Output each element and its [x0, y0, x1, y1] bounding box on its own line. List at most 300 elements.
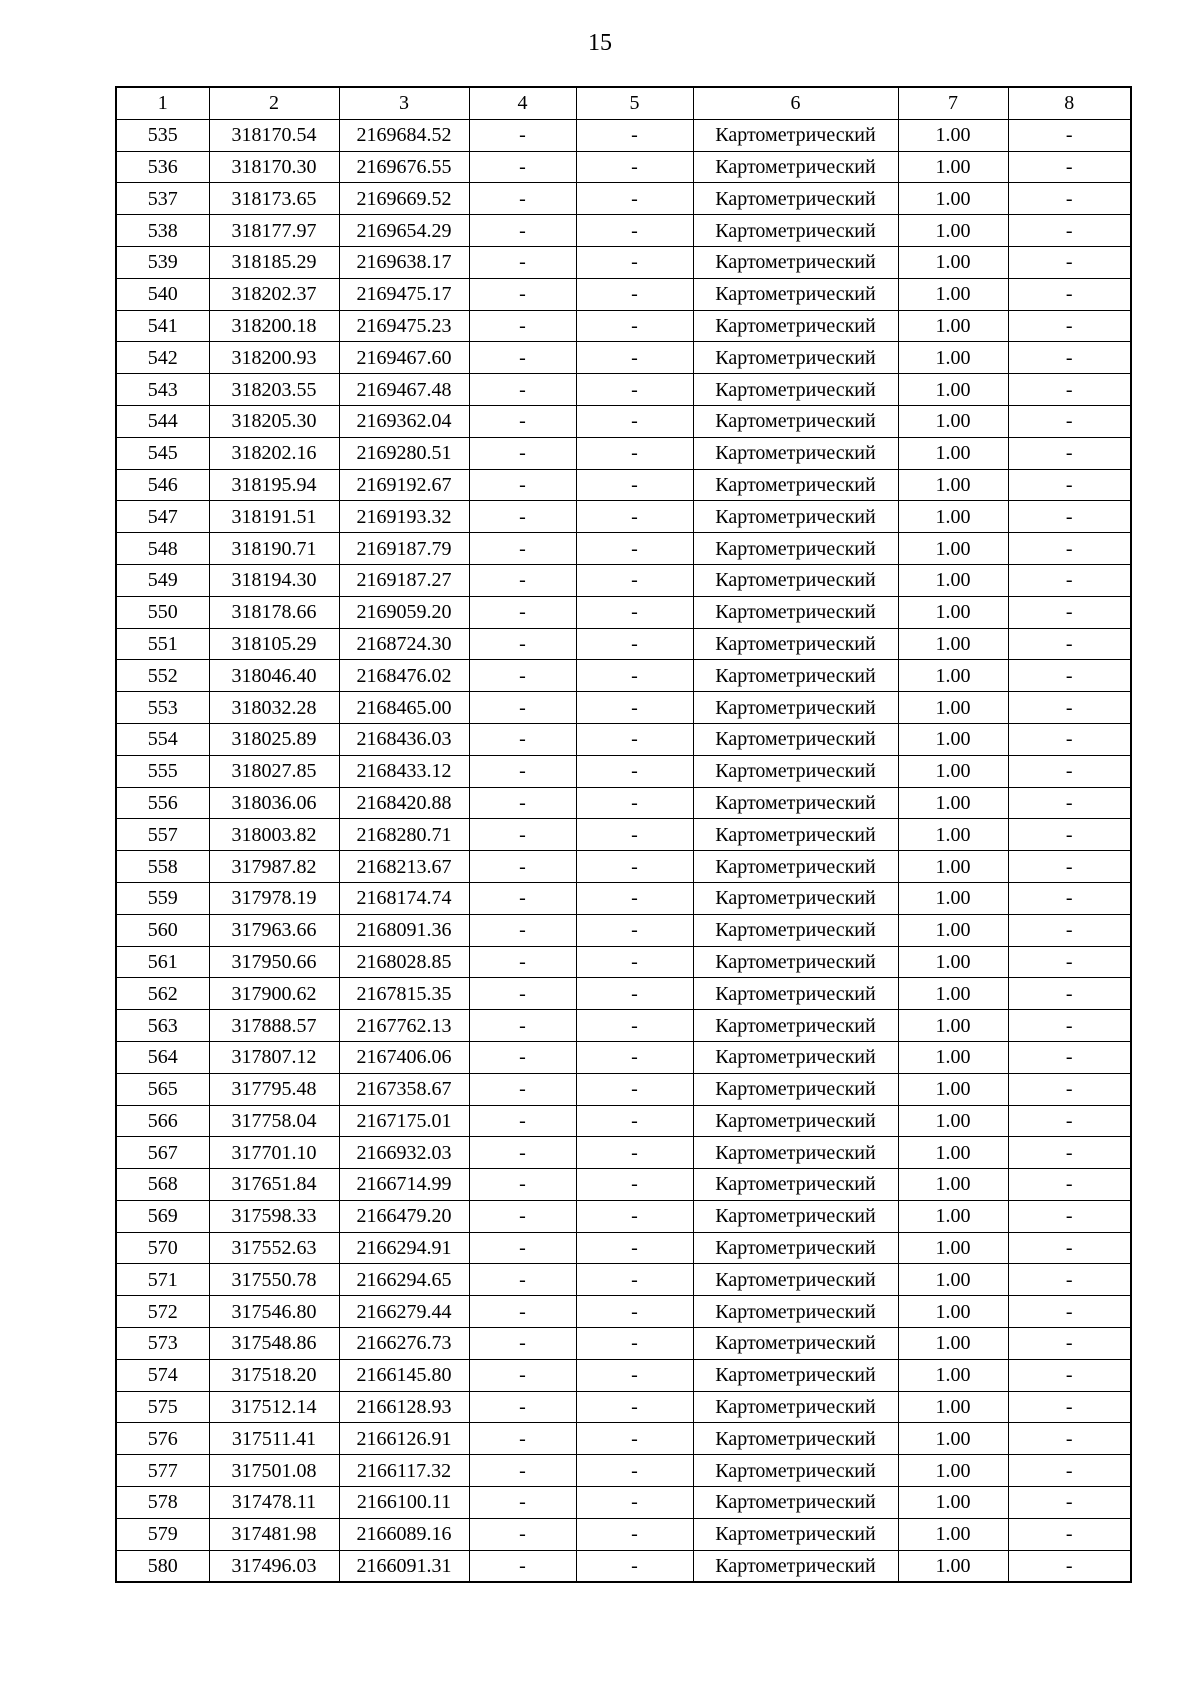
table-cell-col-5: - — [576, 1105, 693, 1137]
table-cell-col-3: 2169193.32 — [339, 501, 469, 533]
table-cell-col-8: - — [1008, 278, 1131, 310]
table-cell-col-1: 545 — [116, 437, 209, 469]
table-cell-col-7: 1.00 — [898, 246, 1008, 278]
table-cell-col-5: - — [576, 119, 693, 151]
table-cell-col-3: 2166145.80 — [339, 1359, 469, 1391]
table-cell-col-6: Картометрический — [693, 1296, 898, 1328]
table-cell-col-5: - — [576, 660, 693, 692]
table-cell-col-4: - — [469, 1010, 576, 1042]
table-cell-col-1: 572 — [116, 1296, 209, 1328]
table-cell-col-5: - — [576, 183, 693, 215]
table-cell-col-3: 2167815.35 — [339, 978, 469, 1010]
table-cell-col-1: 570 — [116, 1232, 209, 1264]
table-cell-col-6: Картометрический — [693, 628, 898, 660]
table-cell-col-2: 317546.80 — [209, 1296, 339, 1328]
table-cell-col-3: 2166091.31 — [339, 1550, 469, 1582]
table-cell-col-1: 543 — [116, 374, 209, 406]
table-cell-col-1: 546 — [116, 469, 209, 501]
table-cell-col-7: 1.00 — [898, 1550, 1008, 1582]
table-row — [116, 501, 1131, 533]
table-cell-col-4: - — [469, 1487, 576, 1519]
table-cell-col-4: - — [469, 819, 576, 851]
table-cell-col-6: Картометрический — [693, 1073, 898, 1105]
table-cell-col-5: - — [576, 882, 693, 914]
table-cell-col-5: - — [576, 1200, 693, 1232]
table-cell-col-8: - — [1008, 469, 1131, 501]
table-cell-col-7: 1.00 — [898, 119, 1008, 151]
table-cell-col-6: Картометрический — [693, 882, 898, 914]
table-cell-col-2: 317550.78 — [209, 1264, 339, 1296]
table-row — [116, 1550, 1131, 1582]
table-cell-col-8: - — [1008, 437, 1131, 469]
table-cell-col-6: Картометрический — [693, 405, 898, 437]
table-cell-col-4: - — [469, 342, 576, 374]
table-cell-col-2: 318036.06 — [209, 787, 339, 819]
table-cell-col-8: - — [1008, 787, 1131, 819]
table-cell-col-7: 1.00 — [898, 469, 1008, 501]
table-cell-col-1: 568 — [116, 1169, 209, 1201]
table-row — [116, 1391, 1131, 1423]
table-cell-col-5: - — [576, 437, 693, 469]
table-cell-col-6: Картометрический — [693, 660, 898, 692]
table-cell-col-4: - — [469, 1264, 576, 1296]
table-cell-col-8: - — [1008, 342, 1131, 374]
table-cell-col-7: 1.00 — [898, 946, 1008, 978]
header-row — [116, 87, 1131, 119]
table-cell-col-8: - — [1008, 533, 1131, 565]
table-cell-col-5: - — [576, 310, 693, 342]
table-cell-col-3: 2169192.67 — [339, 469, 469, 501]
table-cell-col-1: 564 — [116, 1041, 209, 1073]
table-cell-col-5: - — [576, 1137, 693, 1169]
header-cell-7: 7 — [898, 87, 1008, 119]
table-cell-col-7: 1.00 — [898, 692, 1008, 724]
table-cell-col-3: 2168028.85 — [339, 946, 469, 978]
table-row — [116, 692, 1131, 724]
table-cell-col-5: - — [576, 914, 693, 946]
table-cell-col-2: 317512.14 — [209, 1391, 339, 1423]
table-row — [116, 469, 1131, 501]
table-cell-col-2: 318027.85 — [209, 755, 339, 787]
table-cell-col-3: 2168091.36 — [339, 914, 469, 946]
table-row — [116, 119, 1131, 151]
table-cell-col-7: 1.00 — [898, 501, 1008, 533]
table-cell-col-4: - — [469, 151, 576, 183]
table-cell-col-5: - — [576, 755, 693, 787]
table-cell-col-2: 318032.28 — [209, 692, 339, 724]
table-cell-col-7: 1.00 — [898, 1041, 1008, 1073]
table-cell-col-7: 1.00 — [898, 405, 1008, 437]
table-cell-col-5: - — [576, 1359, 693, 1391]
table-cell-col-1: 539 — [116, 246, 209, 278]
table-cell-col-4: - — [469, 501, 576, 533]
table-cell-col-3: 2166128.93 — [339, 1391, 469, 1423]
table-cell-col-2: 318195.94 — [209, 469, 339, 501]
table-cell-col-4: - — [469, 310, 576, 342]
table-cell-col-6: Картометрический — [693, 183, 898, 215]
table-cell-col-4: - — [469, 1423, 576, 1455]
table-cell-col-5: - — [576, 787, 693, 819]
table-cell-col-4: - — [469, 723, 576, 755]
table-cell-col-2: 318170.54 — [209, 119, 339, 151]
table-cell-col-3: 2166117.32 — [339, 1455, 469, 1487]
table-cell-col-4: - — [469, 183, 576, 215]
table-row — [116, 310, 1131, 342]
table-cell-col-2: 318200.18 — [209, 310, 339, 342]
table-row — [116, 1169, 1131, 1201]
table-row — [116, 787, 1131, 819]
table-cell-col-1: 561 — [116, 946, 209, 978]
table-cell-col-7: 1.00 — [898, 533, 1008, 565]
table-cell-col-3: 2169669.52 — [339, 183, 469, 215]
table-cell-col-6: Картометрический — [693, 1455, 898, 1487]
table-body — [116, 119, 1131, 1582]
table-cell-col-6: Картометрический — [693, 342, 898, 374]
table-cell-col-1: 553 — [116, 692, 209, 724]
table-cell-col-7: 1.00 — [898, 278, 1008, 310]
header-cell-4: 4 — [469, 87, 576, 119]
table-cell-col-8: - — [1008, 596, 1131, 628]
table-cell-col-5: - — [576, 278, 693, 310]
table-cell-col-3: 2166479.20 — [339, 1200, 469, 1232]
table-cell-col-7: 1.00 — [898, 1264, 1008, 1296]
table-cell-col-8: - — [1008, 946, 1131, 978]
table-cell-col-5: - — [576, 1550, 693, 1582]
table-cell-col-8: - — [1008, 914, 1131, 946]
table-cell-col-4: - — [469, 596, 576, 628]
table-row — [116, 596, 1131, 628]
table-row — [116, 1455, 1131, 1487]
table-cell-col-4: - — [469, 1073, 576, 1105]
table-cell-col-5: - — [576, 1423, 693, 1455]
table-cell-col-1: 571 — [116, 1264, 209, 1296]
table-row — [116, 246, 1131, 278]
table-cell-col-8: - — [1008, 755, 1131, 787]
table-cell-col-7: 1.00 — [898, 183, 1008, 215]
table-cell-col-1: 540 — [116, 278, 209, 310]
table-cell-col-8: - — [1008, 119, 1131, 151]
table-cell-col-5: - — [576, 596, 693, 628]
table-cell-col-5: - — [576, 501, 693, 533]
table-cell-col-8: - — [1008, 1041, 1131, 1073]
table-cell-col-3: 2168476.02 — [339, 660, 469, 692]
table-cell-col-8: - — [1008, 1264, 1131, 1296]
table-cell-col-8: - — [1008, 183, 1131, 215]
table-cell-col-5: - — [576, 1328, 693, 1360]
table-cell-col-1: 567 — [116, 1137, 209, 1169]
table-cell-col-2: 318205.30 — [209, 405, 339, 437]
table-cell-col-3: 2169467.60 — [339, 342, 469, 374]
table-cell-col-8: - — [1008, 819, 1131, 851]
table-cell-col-5: - — [576, 1296, 693, 1328]
table-cell-col-4: - — [469, 978, 576, 1010]
table-cell-col-1: 552 — [116, 660, 209, 692]
table-cell-col-4: - — [469, 1359, 576, 1391]
table-row — [116, 660, 1131, 692]
table-cell-col-1: 537 — [116, 183, 209, 215]
table-cell-col-7: 1.00 — [898, 723, 1008, 755]
table-cell-col-2: 317518.20 — [209, 1359, 339, 1391]
table-cell-col-6: Картометрический — [693, 1487, 898, 1519]
table-cell-col-7: 1.00 — [898, 914, 1008, 946]
header-cell-6: 6 — [693, 87, 898, 119]
table-cell-col-7: 1.00 — [898, 1423, 1008, 1455]
table-cell-col-7: 1.00 — [898, 1200, 1008, 1232]
table-cell-col-4: - — [469, 1200, 576, 1232]
table-cell-col-1: 579 — [116, 1518, 209, 1550]
table-cell-col-2: 317598.33 — [209, 1200, 339, 1232]
table-cell-col-8: - — [1008, 151, 1131, 183]
table-cell-col-5: - — [576, 692, 693, 724]
table-cell-col-6: Картометрический — [693, 914, 898, 946]
table-cell-col-1: 547 — [116, 501, 209, 533]
table-cell-col-1: 544 — [116, 405, 209, 437]
table-cell-col-4: - — [469, 1328, 576, 1360]
table-cell-col-1: 560 — [116, 914, 209, 946]
table-row — [116, 1328, 1131, 1360]
table-cell-col-7: 1.00 — [898, 1169, 1008, 1201]
table-cell-col-6: Картометрический — [693, 1391, 898, 1423]
table-cell-col-2: 317978.19 — [209, 882, 339, 914]
table-cell-col-2: 317552.63 — [209, 1232, 339, 1264]
table-cell-col-3: 2168174.74 — [339, 882, 469, 914]
table-cell-col-2: 317900.62 — [209, 978, 339, 1010]
table-cell-col-6: Картометрический — [693, 1010, 898, 1042]
table-cell-col-6: Картометрический — [693, 755, 898, 787]
table-cell-col-1: 576 — [116, 1423, 209, 1455]
table-cell-col-5: - — [576, 723, 693, 755]
table-cell-col-6: Картометрический — [693, 851, 898, 883]
table-cell-col-7: 1.00 — [898, 1010, 1008, 1042]
table-cell-col-5: - — [576, 1455, 693, 1487]
table-cell-col-6: Картометрический — [693, 1137, 898, 1169]
table-cell-col-6: Картометрический — [693, 1550, 898, 1582]
table-cell-col-6: Картометрический — [693, 1232, 898, 1264]
table-cell-col-6: Картометрический — [693, 564, 898, 596]
table-cell-col-5: - — [576, 819, 693, 851]
table-cell-col-2: 318003.82 — [209, 819, 339, 851]
table-cell-col-2: 317963.66 — [209, 914, 339, 946]
table-cell-col-4: - — [469, 851, 576, 883]
table-cell-col-8: - — [1008, 374, 1131, 406]
table-cell-col-2: 317807.12 — [209, 1041, 339, 1073]
table-cell-col-7: 1.00 — [898, 819, 1008, 851]
table-cell-col-3: 2167358.67 — [339, 1073, 469, 1105]
table-cell-col-4: - — [469, 1041, 576, 1073]
table-cell-col-8: - — [1008, 215, 1131, 247]
table-cell-col-7: 1.00 — [898, 660, 1008, 692]
table-cell-col-5: - — [576, 405, 693, 437]
table-cell-col-3: 2166932.03 — [339, 1137, 469, 1169]
table-cell-col-1: 551 — [116, 628, 209, 660]
table-cell-col-4: - — [469, 1518, 576, 1550]
table-cell-col-1: 577 — [116, 1455, 209, 1487]
table-cell-col-7: 1.00 — [898, 437, 1008, 469]
table-cell-col-4: - — [469, 660, 576, 692]
table-cell-col-6: Картометрический — [693, 723, 898, 755]
table-cell-col-1: 554 — [116, 723, 209, 755]
table-cell-col-7: 1.00 — [898, 374, 1008, 406]
table-cell-col-3: 2168724.30 — [339, 628, 469, 660]
table-cell-col-4: - — [469, 755, 576, 787]
table-cell-col-1: 565 — [116, 1073, 209, 1105]
table-cell-col-7: 1.00 — [898, 215, 1008, 247]
table-header — [116, 87, 1131, 119]
header-cell-2: 2 — [209, 87, 339, 119]
table-row — [116, 342, 1131, 374]
table-cell-col-4: - — [469, 1105, 576, 1137]
table-cell-col-7: 1.00 — [898, 564, 1008, 596]
table-cell-col-2: 317511.41 — [209, 1423, 339, 1455]
table-row — [116, 533, 1131, 565]
table-cell-col-8: - — [1008, 405, 1131, 437]
table-cell-col-8: - — [1008, 310, 1131, 342]
table-cell-col-7: 1.00 — [898, 1296, 1008, 1328]
table-row — [116, 1264, 1131, 1296]
table-cell-col-4: - — [469, 1232, 576, 1264]
table-row — [116, 978, 1131, 1010]
table-cell-col-4: - — [469, 946, 576, 978]
table-cell-col-8: - — [1008, 978, 1131, 1010]
table-cell-col-8: - — [1008, 1200, 1131, 1232]
table-cell-col-7: 1.00 — [898, 851, 1008, 883]
table-cell-col-6: Картометрический — [693, 215, 898, 247]
table-row — [116, 914, 1131, 946]
table-cell-col-3: 2166100.11 — [339, 1487, 469, 1519]
table-cell-col-8: - — [1008, 1391, 1131, 1423]
table-cell-col-8: - — [1008, 628, 1131, 660]
table-cell-col-7: 1.00 — [898, 1391, 1008, 1423]
table-cell-col-6: Картометрический — [693, 374, 898, 406]
table-cell-col-1: 538 — [116, 215, 209, 247]
table-cell-col-2: 317758.04 — [209, 1105, 339, 1137]
table-cell-col-8: - — [1008, 1550, 1131, 1582]
table-row — [116, 1423, 1131, 1455]
table-row — [116, 1200, 1131, 1232]
table-row — [116, 1359, 1131, 1391]
table-cell-col-5: - — [576, 1073, 693, 1105]
table-cell-col-8: - — [1008, 1487, 1131, 1519]
table-row — [116, 1137, 1131, 1169]
table-cell-col-3: 2169187.79 — [339, 533, 469, 565]
table-cell-col-2: 318173.65 — [209, 183, 339, 215]
table-cell-col-5: - — [576, 374, 693, 406]
table-cell-col-2: 318203.55 — [209, 374, 339, 406]
table-row — [116, 1105, 1131, 1137]
table-cell-col-2: 318025.89 — [209, 723, 339, 755]
table-cell-col-4: - — [469, 1455, 576, 1487]
table-cell-col-5: - — [576, 246, 693, 278]
header-cell-5: 5 — [576, 87, 693, 119]
table-row — [116, 882, 1131, 914]
table-cell-col-7: 1.00 — [898, 1359, 1008, 1391]
table-cell-col-3: 2167406.06 — [339, 1041, 469, 1073]
table-cell-col-8: - — [1008, 1359, 1131, 1391]
table-cell-col-1: 556 — [116, 787, 209, 819]
table-cell-col-8: - — [1008, 1137, 1131, 1169]
table-row — [116, 1041, 1131, 1073]
table-row — [116, 1296, 1131, 1328]
table-row — [116, 437, 1131, 469]
table-cell-col-6: Картометрический — [693, 1423, 898, 1455]
table-cell-col-4: - — [469, 119, 576, 151]
table-cell-col-3: 2166714.99 — [339, 1169, 469, 1201]
table-cell-col-3: 2168280.71 — [339, 819, 469, 851]
table-cell-col-5: - — [576, 1010, 693, 1042]
table-cell-col-1: 575 — [116, 1391, 209, 1423]
table-cell-col-2: 317795.48 — [209, 1073, 339, 1105]
table-cell-col-4: - — [469, 533, 576, 565]
table-cell-col-8: - — [1008, 1423, 1131, 1455]
table-cell-col-7: 1.00 — [898, 1518, 1008, 1550]
table-cell-col-3: 2168420.88 — [339, 787, 469, 819]
table-cell-col-7: 1.00 — [898, 1073, 1008, 1105]
table-cell-col-6: Картометрический — [693, 819, 898, 851]
table-cell-col-2: 318200.93 — [209, 342, 339, 374]
table-cell-col-1: 580 — [116, 1550, 209, 1582]
table-cell-col-3: 2168433.12 — [339, 755, 469, 787]
table-cell-col-7: 1.00 — [898, 628, 1008, 660]
table-cell-col-4: - — [469, 278, 576, 310]
table-cell-col-8: - — [1008, 1169, 1131, 1201]
table-cell-col-6: Картометрический — [693, 1359, 898, 1391]
table-cell-col-8: - — [1008, 851, 1131, 883]
table-cell-col-3: 2168465.00 — [339, 692, 469, 724]
table-cell-col-6: Картометрический — [693, 310, 898, 342]
table-cell-col-8: - — [1008, 564, 1131, 596]
table-cell-col-6: Картометрический — [693, 1200, 898, 1232]
table-cell-col-1: 536 — [116, 151, 209, 183]
table-cell-col-5: - — [576, 215, 693, 247]
table-cell-col-3: 2169676.55 — [339, 151, 469, 183]
table-cell-col-6: Картометрический — [693, 787, 898, 819]
table-cell-col-7: 1.00 — [898, 882, 1008, 914]
table-row — [116, 1010, 1131, 1042]
table-cell-col-8: - — [1008, 1232, 1131, 1264]
table-cell-col-1: 548 — [116, 533, 209, 565]
table-cell-col-7: 1.00 — [898, 978, 1008, 1010]
table-cell-col-5: - — [576, 533, 693, 565]
table-cell-col-4: - — [469, 882, 576, 914]
table-cell-col-3: 2169059.20 — [339, 596, 469, 628]
table-cell-col-6: Картометрический — [693, 1264, 898, 1296]
table-cell-col-7: 1.00 — [898, 1105, 1008, 1137]
table-cell-col-4: - — [469, 787, 576, 819]
table-row — [116, 374, 1131, 406]
table-cell-col-1: 563 — [116, 1010, 209, 1042]
table-cell-col-7: 1.00 — [898, 310, 1008, 342]
table-cell-col-5: - — [576, 946, 693, 978]
header-cell-1: 1 — [116, 87, 209, 119]
table-cell-col-1: 541 — [116, 310, 209, 342]
table-cell-col-5: - — [576, 1264, 693, 1296]
table-cell-col-6: Картометрический — [693, 596, 898, 628]
table-cell-col-3: 2166126.91 — [339, 1423, 469, 1455]
table-cell-col-1: 555 — [116, 755, 209, 787]
table-cell-col-3: 2166276.73 — [339, 1328, 469, 1360]
table-cell-col-7: 1.00 — [898, 1487, 1008, 1519]
table-cell-col-4: - — [469, 1296, 576, 1328]
table-cell-col-5: - — [576, 151, 693, 183]
table-cell-col-5: - — [576, 978, 693, 1010]
table-row — [116, 564, 1131, 596]
table-row — [116, 278, 1131, 310]
table-cell-col-1: 573 — [116, 1328, 209, 1360]
table-cell-col-1: 559 — [116, 882, 209, 914]
table-cell-col-4: - — [469, 692, 576, 724]
table-cell-col-3: 2167175.01 — [339, 1105, 469, 1137]
table-cell-col-3: 2169187.27 — [339, 564, 469, 596]
